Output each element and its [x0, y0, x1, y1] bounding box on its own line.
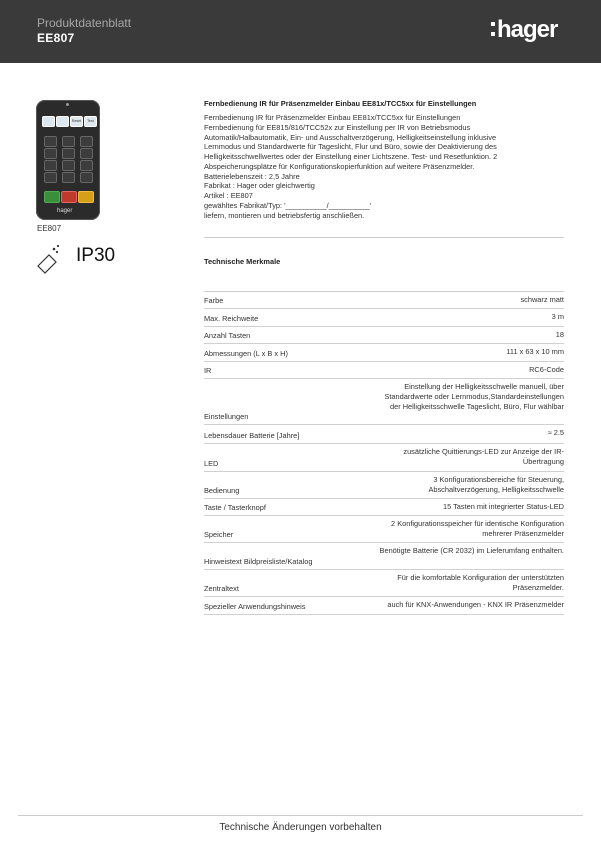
remote-key: [44, 172, 57, 183]
remote-key: [80, 136, 93, 147]
spec-label: Farbe: [204, 296, 224, 305]
image-caption: EE807: [37, 224, 62, 233]
spec-label: Einstellungen: [204, 412, 249, 421]
reset-key: Reset: [70, 116, 83, 127]
spec-label: Abmessungen (L x B x H): [204, 349, 288, 358]
remote-key: [44, 160, 57, 171]
footer-divider: [18, 815, 583, 816]
spec-value: zusätzliche Quittierungs-LED zur Anzeige der IR-Übertragung: [403, 447, 564, 466]
spec-label: Lebensdauer Batterie [Jahre]: [204, 431, 300, 440]
description-line: Fernbedienung IR für Präsenzmelder Einbau EE81x/TCC5xx für Einstellungen: [204, 113, 461, 122]
spec-row: [204, 327, 564, 344]
spec-row: [204, 379, 564, 425]
yellow-key: [78, 191, 94, 203]
remote-brand: hager: [57, 208, 73, 214]
spec-row: [204, 444, 564, 472]
spec-value: schwarz matt: [520, 295, 564, 304]
spec-row: [204, 499, 564, 516]
spec-label: Max. Reichweite: [204, 314, 259, 323]
spec-value: 2 Konfigurationsspeicher für identische Konfiguration mehrerer Präsenzmelder: [391, 519, 564, 538]
spec-row: [204, 543, 564, 570]
spec-row: [204, 472, 564, 499]
description-line: Batterielebenszeit : 2,5 Jahre: [204, 171, 300, 181]
row-divider: [204, 614, 564, 615]
description-line: Abspeicherungsplätze für Konfigurationskopierfunktion auf weitere Präsenzmelder.: [204, 161, 475, 171]
brand-logo: [491, 16, 557, 44]
description-line: Fernbedienung für EE815/816/TCC52x zur Einstellung per IR von Betriebsmodus: [204, 122, 471, 132]
spec-label: Bedienung: [204, 486, 240, 495]
remote-key: [80, 160, 93, 171]
logo-dots-icon: [491, 16, 495, 40]
spec-value: 15 Tasten mit integrierter Status-LED: [442, 502, 564, 511]
spec-label: Hinweistext Bildpreisliste/Katalog: [204, 557, 313, 566]
remote-key: [80, 148, 93, 159]
spec-row: [204, 344, 564, 362]
remote-key: [80, 172, 93, 183]
description-line: Fabrikat : Hager oder gleichwertig: [204, 181, 315, 191]
spec-label: IR: [204, 366, 212, 375]
description-line: Automatik/Halbautomatik, Ein- und Ausschaltverzögerung, Helligkeitseinstellung inklusive: [204, 132, 497, 142]
status-led: [66, 103, 69, 106]
document-type: Produktdatenblatt: [37, 16, 132, 30]
description-line: liefern, montieren und betriebsfertig anschließen.: [204, 210, 365, 220]
spec-label: LED: [204, 459, 219, 468]
spec-label: Anzahl Tasten: [204, 331, 251, 340]
description-text: [204, 113, 564, 220]
ip-protection-icon: [34, 244, 62, 274]
section-divider: [204, 237, 564, 238]
specs-title: Technische Merkmale: [204, 257, 281, 266]
spec-value: 3 Konfigurationsbereiche für Steuerung, Abschaltverzögerung, Helligkeitsschwelle: [428, 475, 564, 494]
footer-note: Technische Änderungen vorbehalten: [219, 822, 382, 833]
spec-row: [204, 570, 564, 597]
settings-key-icon: [56, 116, 69, 127]
spec-value: auch für KNX-Anwendungen - KNX IR Präsenzmelder: [387, 600, 564, 609]
spec-value: 3 m: [551, 312, 564, 321]
spec-value: 111 x 63 x 10 mm: [506, 347, 564, 356]
spec-label: Zentraltext: [204, 584, 239, 593]
brand-name: hager: [497, 16, 558, 43]
spec-row: [204, 362, 564, 379]
green-key: [44, 191, 60, 203]
remote-key: [62, 160, 75, 171]
spec-value: Einstellung der Helligkeitsschwelle manuell, über Standardwerte oder Lernmodus,Standardeinstellungen der Helligkeitsschwelle Tageslicht, Büro, Flur wählbar: [384, 382, 564, 411]
description-line: Artikel : EE807: [204, 191, 253, 200]
spec-label: Speicher: [204, 530, 234, 539]
remote-key: [44, 136, 57, 147]
description-line: Helligkeitsschwellwertes oder der Einstellung einer Lichtszene. Test- und Resetfunktion. 2: [204, 152, 498, 161]
spec-value: ≈ 2.5: [547, 428, 564, 437]
spec-value: Für die komfortable Konfiguration der unterstützten Präsenzmelder.: [397, 573, 564, 592]
spec-label: Spezieller Anwendungshinweis: [204, 602, 306, 611]
article-number: EE807: [37, 31, 75, 45]
remote-key: [62, 148, 75, 159]
spec-value: 18: [555, 330, 564, 339]
description-line: Lernmodus und Standardwerte für Tageslicht, Flur und Büro, sowie der Deaktivierung des: [204, 142, 497, 152]
remote-key: [44, 148, 57, 159]
spec-label: Taste / Tasterknopf: [204, 503, 266, 512]
description-title: Fernbedienung IR für Präsenzmelder Einbau EE81x/TCC5xx für Einstellungen: [204, 99, 477, 108]
description-line: gewähltes Fabrikat/Typ: '__________/__________': [204, 200, 372, 210]
spec-row: [204, 425, 564, 444]
remote-key: [62, 136, 75, 147]
product-image: [36, 100, 100, 220]
remote-key: [62, 172, 75, 183]
spec-value: RC6-Code: [529, 365, 564, 374]
page-header: [0, 0, 601, 63]
test-key: Test: [84, 116, 97, 127]
spec-row: [204, 292, 564, 309]
red-key: [61, 191, 77, 203]
spec-value: Benötigte Batterie (CR 2032) im Lieferumfang enthalten.: [379, 546, 564, 555]
spec-row: [204, 516, 564, 543]
spec-row: [204, 597, 564, 615]
spec-row: [204, 309, 564, 327]
ip-rating: IP30: [76, 245, 116, 266]
home-key-icon: [42, 116, 55, 127]
